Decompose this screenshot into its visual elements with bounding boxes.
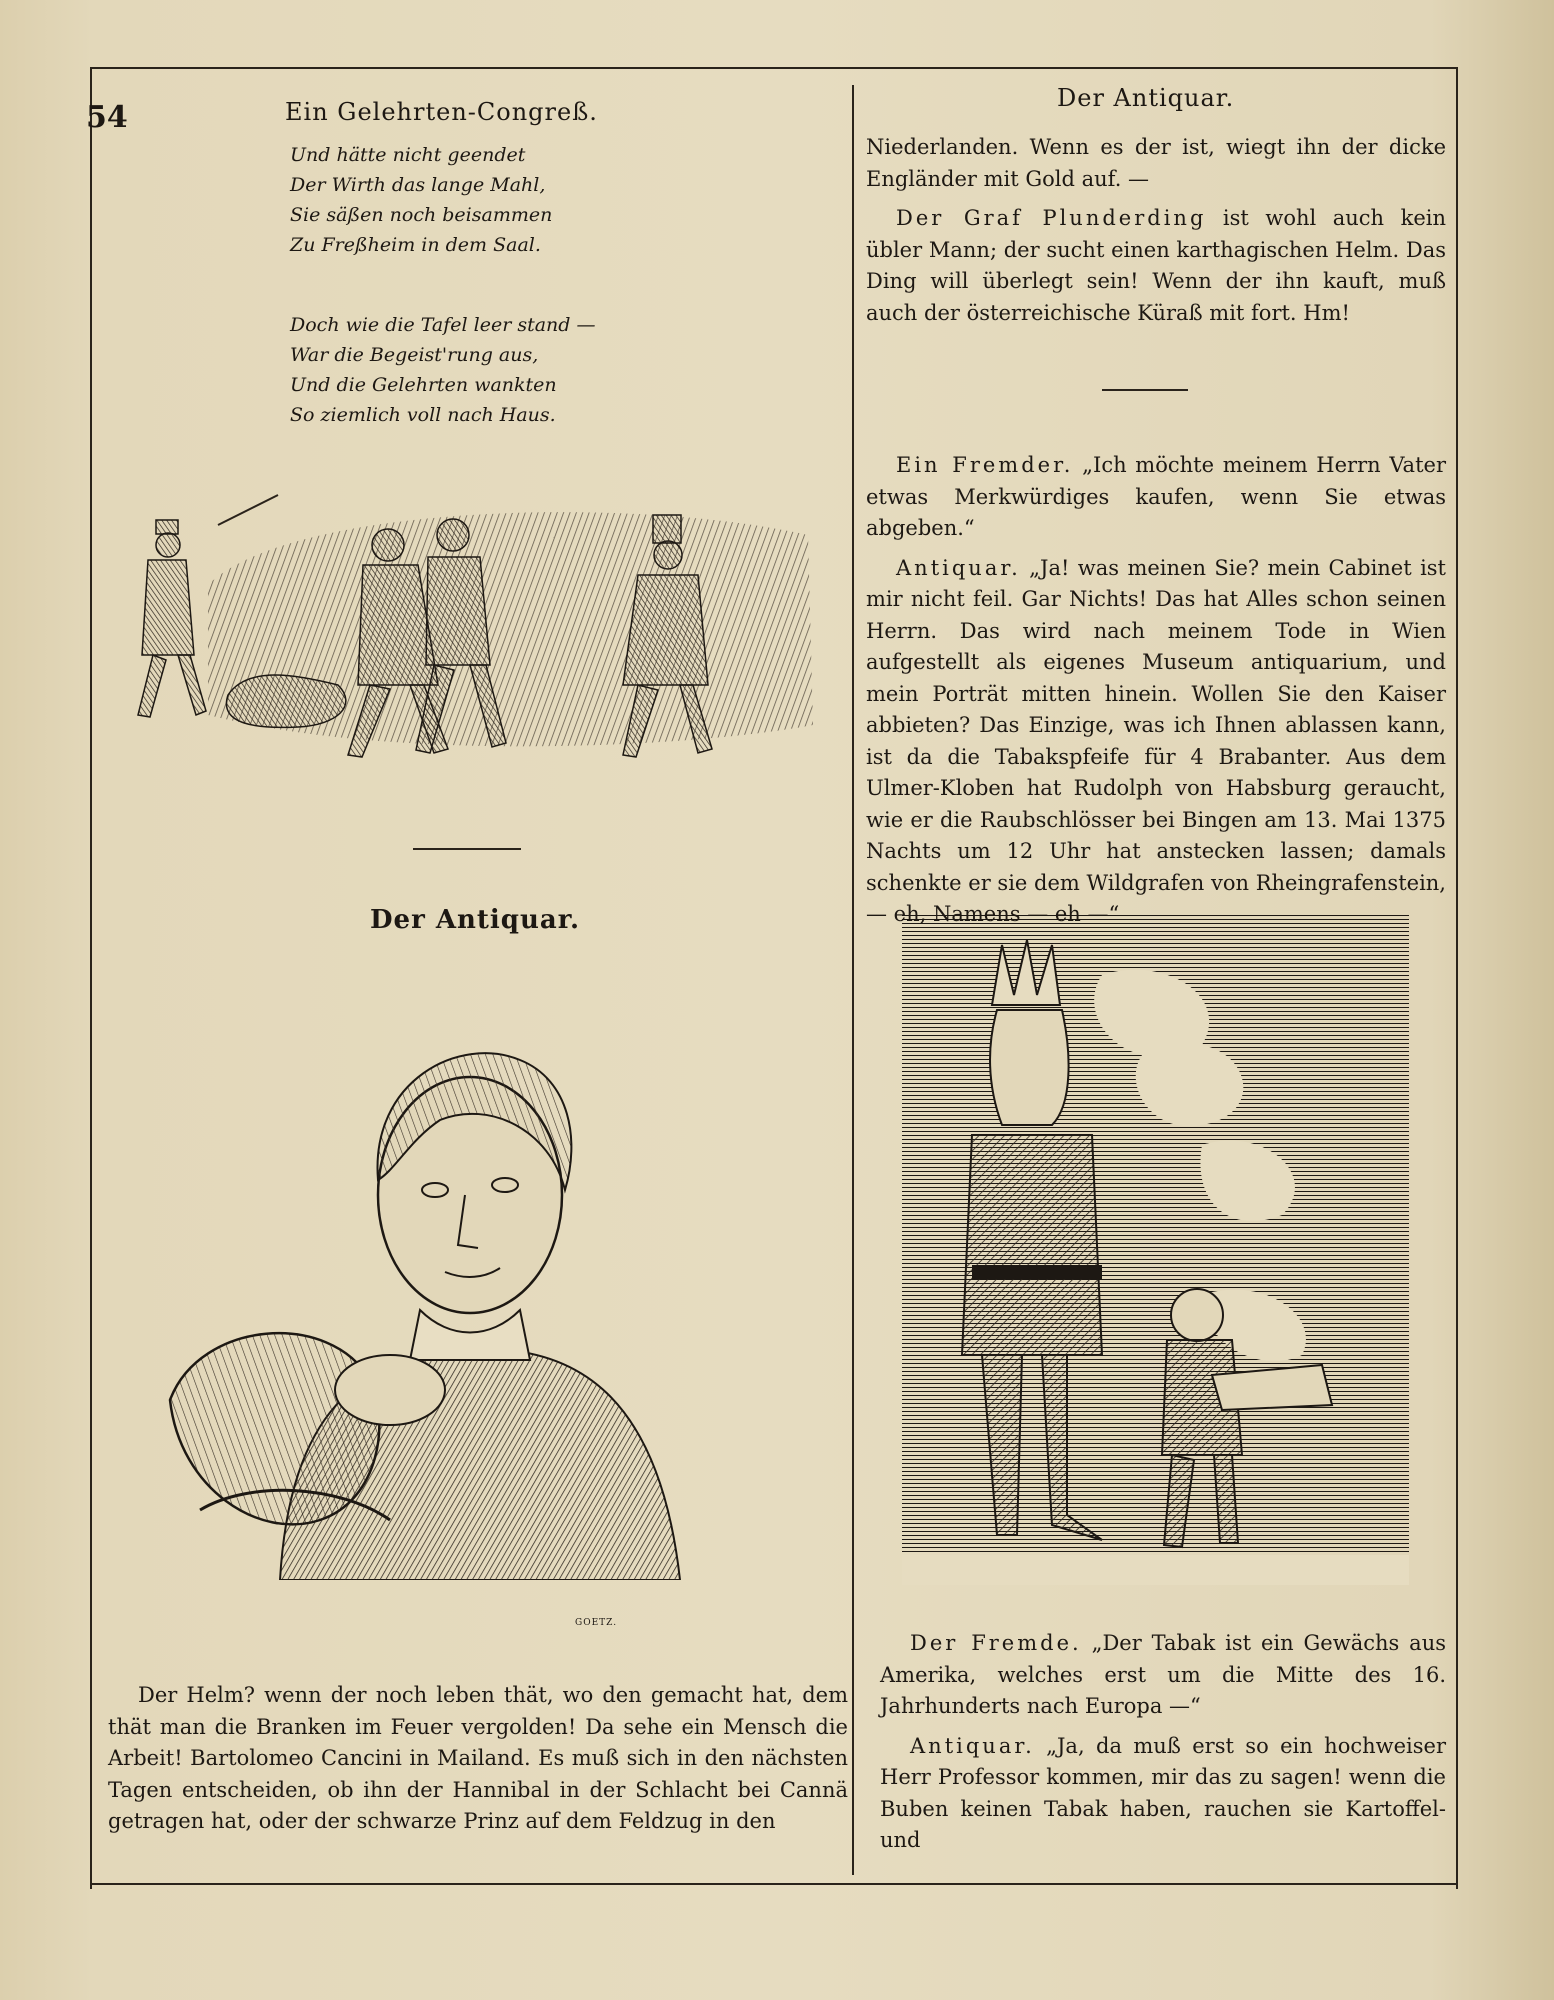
poem-title: Ein Gelehrten-Congreß.: [285, 98, 598, 126]
speech: „Ich möchte meinem Herrn Vater etwas Merkwürdiges kaufen, wenn Sie etwas abgeben.“: [866, 453, 1446, 540]
poem-line: Zu Freßheim in dem Saal.: [290, 234, 541, 256]
poem-line: Und hätte nicht geendet: [290, 144, 526, 166]
name-spaced: Der Graf Plunderding: [896, 206, 1207, 230]
speech: „Ja, da muß erst so ein hochweiser Herr Professor kommen, mir das zu sagen! wenn die Buben keinen Tabak haben, rauchen sie Kartoffel- und: [880, 1733, 1446, 1852]
poem-line: Sie säßen noch beisammen: [290, 204, 553, 226]
right-column-text-bottom: [880, 1628, 1446, 1865]
paragraph: [866, 450, 1446, 545]
poem-stanza-2: [290, 310, 650, 430]
speaker-name: Der Fremde.: [910, 1631, 1082, 1655]
speaker-name: Antiquar.: [910, 1733, 1035, 1758]
poem-line: Und die Gelehrten wankten: [290, 374, 557, 396]
poem-line: Doch wie die Tafel leer stand —: [290, 314, 596, 336]
illustration-crowned-knight-smoking: [902, 915, 1409, 1585]
paragraph: [866, 553, 1446, 931]
paragraph: Der Helm? wenn der noch leben thät, wo den gemacht hat, dem thät man die Branken im Feuer vergolden! Da sehe ein Mensch die Arbeit! Bartolomeo Cancini in Mailand. Es muß sich in den nächsten Tagen entscheiden, ob ihn der Hannibal in der Schlacht bei Cannä getragen hat, oder der schwarze Prinz auf dem Feldzug in den: [108, 1683, 848, 1833]
right-column-text-dialogue: [866, 450, 1446, 939]
paragraph-text: ist wohl auch kein übler Mann; der sucht einen karthagischen Helm. Das Ding will überlegt sein! Wenn der ihn kauft, muß auch der österreichische Küraß mit fort. Hm!: [866, 206, 1446, 325]
section-title: Der Antiquar.: [370, 905, 581, 935]
right-column-text-top: [866, 132, 1446, 337]
paragraph: [880, 1628, 1446, 1723]
illustration-drunken-scholars: [108, 465, 818, 805]
speaker-name: Ein Fremder.: [896, 453, 1074, 477]
speaker-name: Antiquar.: [896, 555, 1021, 580]
paragraph: Niederlanden. Wenn es der ist, wiegt ihn der dicke Engländer mit Gold auf. —: [866, 135, 1446, 191]
engraver-signature: GOETZ.: [575, 1618, 618, 1628]
running-title: Der Antiquar.: [1057, 84, 1235, 112]
column-divider: [852, 85, 854, 1875]
section-divider: [1102, 389, 1188, 391]
page-number: 54: [86, 100, 128, 135]
speech: „Ja! was meinen Sie? mein Cabinet ist mir nicht feil. Gar Nichts! Das hat Alles schon seinen Herrn. Das wird nach meinem Tode in Wien aufgestellt als eigenes Museum antiquarium, und mein Porträt mitten hinein. Wollen Sie den Kaiser abbieten? Das Einzige, was ich Ihnen ablassen kann, ist da die Tabakspfeife für 4 Brabanter. Aus dem Ulmer-Kloben hat Rudolph von Habsburg geraucht, wie er die Raubschlösser bei Bingen am 13. Mai 1375 Nachts um 12 Uhr hat anstecken lassen; damals schenkte er sie dem Wildgrafen von Rheingrafenstein, — eh, Namens — eh —“: [866, 555, 1446, 926]
paragraph: [866, 203, 1446, 329]
speech: „Der Tabak ist ein Gewächs aus Amerika, welches erst um die Mitte des 16. Jahrhunderts nach Europa —“: [880, 1631, 1446, 1718]
poem-line: War die Begeist'rung aus,: [290, 344, 539, 366]
section-divider: [413, 848, 521, 850]
poem-line: Der Wirth das lange Mahl,: [290, 174, 546, 196]
poem-stanza-1: [290, 140, 650, 260]
illustration-antiquar-with-helmet: [160, 980, 760, 1580]
left-column-text: [108, 1680, 848, 1846]
poem-line: So ziemlich voll nach Haus.: [290, 404, 556, 426]
bottom-rule: [90, 1883, 1456, 1885]
paragraph: [880, 1731, 1446, 1857]
